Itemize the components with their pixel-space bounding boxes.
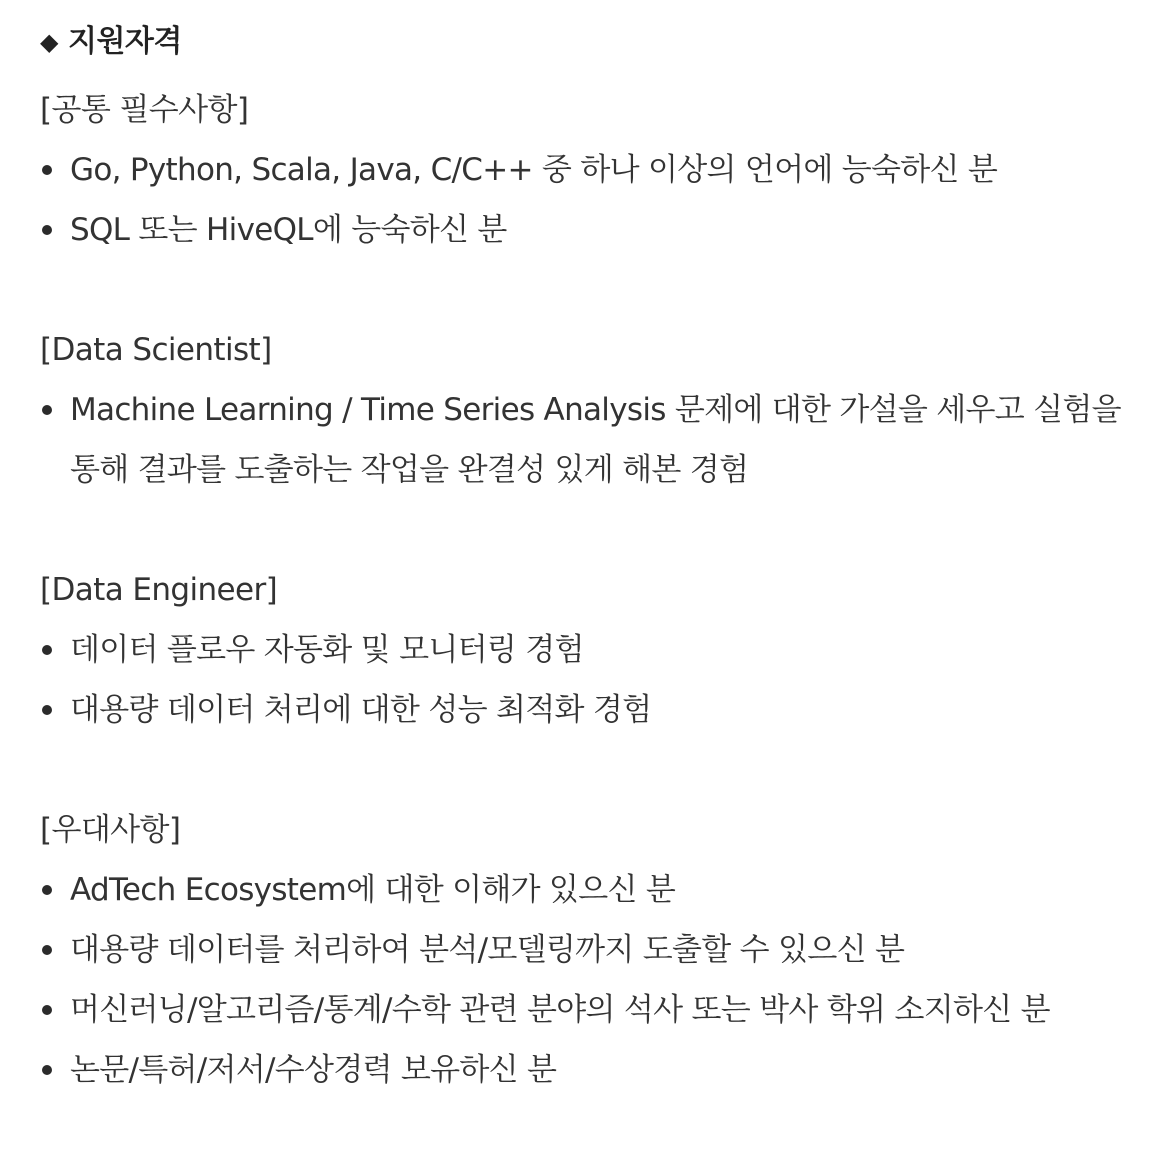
section-data-scientist [40,320,1158,500]
list-item-text: 머신러닝/알고리즘/통계/수학 관련 분야의 석사 또는 박사 학위 소지하신 분 [70,992,1050,1028]
bullet-icon [42,645,52,655]
section-heading: [우대사항] [40,812,181,848]
section-data-engineer [40,560,1158,740]
list-item [40,680,1140,740]
bullet-icon [42,405,52,415]
section-heading: [Data Engineer] [40,572,278,608]
list-item [40,620,1140,680]
requirement-list [40,860,1158,1100]
list-item [40,920,1140,980]
diamond-icon: ◆ [40,28,58,56]
section-common-requirements [40,80,1158,260]
list-item-text: Machine Learning / Time Series Analysis 문제에 대한 가설을 세우고 실험을 통해 결과를 도출하는 작업을 완결성 있게 해본 경험 [70,392,1121,488]
requirement-list [40,140,1158,260]
section-preferred [40,800,1158,1100]
list-item-text: 논문/특허/저서/수상경력 보유하신 분 [70,1052,557,1088]
list-item [40,200,1140,260]
bullet-icon [42,1005,52,1015]
bullet-icon [42,225,52,235]
list-item-text: SQL 또는 HiveQL에 능숙하신 분 [70,212,507,248]
page-title-text: 지원자격 [67,24,182,59]
list-item-text: 대용량 데이터 처리에 대한 성능 최적화 경험 [70,692,652,728]
list-item [40,860,1140,920]
list-item [40,380,1140,500]
bullet-icon [42,1065,52,1075]
list-item [40,140,1140,200]
bullet-icon [42,705,52,715]
list-item-text: 대용량 데이터를 처리하여 분석/모델링까지 도출할 수 있으신 분 [70,932,905,968]
bullet-icon [42,885,52,895]
list-item [40,1040,1140,1100]
requirement-list [40,620,1158,740]
section-heading: [공통 필수사항] [40,92,249,128]
list-item-text: Go, Python, Scala, Java, C/C++ 중 하나 이상의 언어에 능숙하신 분 [70,152,998,188]
section-heading: [Data Scientist] [40,332,272,368]
bullet-icon [42,945,52,955]
requirement-list [40,380,1158,500]
list-item [40,980,1140,1040]
list-item-text: AdTech Ecosystem에 대한 이해가 있으신 분 [70,872,676,908]
page-title [40,20,1158,64]
bullet-icon [42,165,52,175]
list-item-text: 데이터 플로우 자동화 및 모니터링 경험 [70,632,584,668]
